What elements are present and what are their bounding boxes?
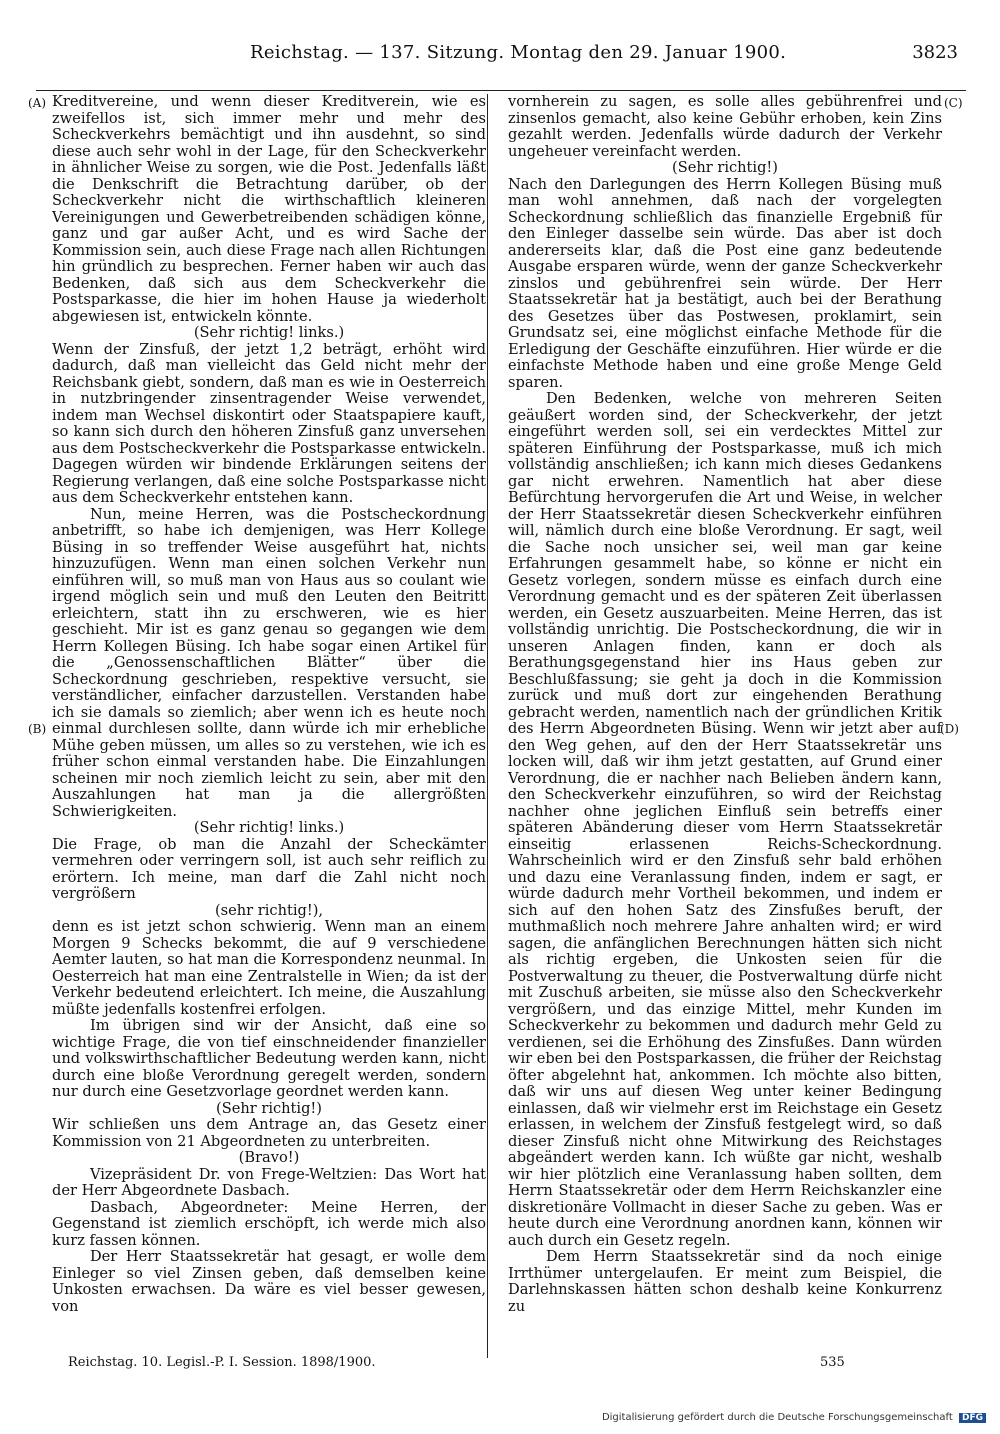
dfg-logo: DFG (959, 1413, 986, 1423)
interjection: (Sehr richtig!) (672, 159, 778, 176)
margin-mark-d: (D) (940, 722, 959, 736)
right-column (508, 94, 942, 1315)
paragraph: Der Herr Staatssekretär hat gesagt, er wolle dem Einleger so viel Zinsen geben, daß demselben keine Unkosten erwachsen. Da wäre es viel besser gewesen, von (52, 1248, 486, 1315)
footer-session: Reichstag. 10. Legisl.-P. I. Session. 1898/1900. (68, 1355, 376, 1370)
margin-mark-c: (C) (944, 96, 963, 110)
column-divider (487, 94, 488, 1358)
paragraph: Den Bedenken, welche von mehreren Seiten geäußert worden sind, der Scheckverkehr, der jetzt eingeführt werden soll, sei ein verdecktes Mittel zur späteren Einführung der Postsparkasse, muß ich mich vollständig anschließen; ich kann mich dieses Gedankens gar nicht erwehren. Namentlich hat aber diese Befürchtung hervorgerufen die Art und Weise, in welcher der Herr Staatssekretär diesen Scheckverkehr einführen will, nämlich durch eine bloße Verordnung. Er sagt, weil die Sache noch unsicher sei, weil man gar keine Erfahrungen gesammelt habe, so könne er nicht ein Gesetz vorlegen, sondern müsse es einfach durch eine Verordnung gemacht und es der späteren Zeit überlassen werden, ein Gesetz auszuarbeiten. Meine Herren, das ist vollständig unrichtig. Die Postscheckordnung, die wir in unseren Anlagen finden, kann er doch als Berathungsgegenstand hier ins Haus geben zur Beschlußfassung; sie geht ja doch in die Kommission zurück und muß dort zur eingehenden Berathung gebracht werden, namentlich nach der gründlichen Kritik des Herrn Abgeordneten Büsing. Wenn wir jetzt aber auf den Weg gehen, auf den der Herr Staatssekretär uns locken will, daß wir ihm jetzt gestatten, auf Grund einer Verordnung, die er nachher nach Belieben ändern kann, den Scheckverkehr einzuführen, so wird der Reichstag nachher ohne jeglichen Einfluß sein betreffs einer späteren Abänderung dieser vom Herrn Staatssekretär einseitig erlassenen Reichs-Scheckordnung. Wahrscheinlich wird er den Zinsfuß sehr bald erhöhen und dazu eine Veranlassung finden, indem er sagt, er würde dadurch mehr Vortheil bekommen, und indem er sich auf den hohen Satz des Zinsfußes beruft, der muthmaßlich noch mehrere Jahre anhalten wird; er wird sagen, die anfänglichen Berechnungen hätten sich nicht als richtig ergeben, die Unkosten seien für die Postverwaltung zu theuer, die Postverwaltung dürfe nicht mit Zuschuß arbeiten, sie müsse also den Scheckverkehr vergrößern, und das einzige Mittel, mehr Kunden im Scheckverkehr zu bekommen und dadurch mehr Geld zu verdienen, sei die Erhöhung des Zinsfußes. Dann würden wir eben bei den Postsparkassen, die früher der Reichstag öfter abgelehnt hat, ankommen. Ich möchte also bitten, daß wir uns auf diesen Weg unter keiner Bedingung einlassen, daß wir vielmehr erst im Reichstage ein Gesetz erlassen, in welchem der Zinsfuß festgelegt wird, so daß dieser Zinsfuß nicht ohne Mitwirkung des Reichstages abgeändert werden kann. Ich wüßte gar nicht, weshalb wir hier plötzlich eine Veranlassung haben sollten, dem Herrn Staatssekretär oder dem Herrn Reichskanzler eine diskretionäre Vollmacht in dieser Sache zu geben. Was er heute durch eine Verordnung anordnen kann, können wir auch durch ein Gesetz regeln. (508, 390, 943, 1249)
paragraph: Wir schließen uns dem Antrage an, das Gesetz einer Kommission von 21 Abgeordneten zu unterbreiten. (52, 1116, 486, 1150)
page-number: 3823 (912, 42, 958, 63)
paragraph: Kreditvereine, und wenn dieser Kreditverein, wie es zweifellos ist, sich immer mehr und mehr des Scheckverkehrs bemächtigt und ihn ausdehnt, so sind diese auch sehr wohl in der Lage, für den Scheckverkehr in ähnlicher Weise zu sorgen, wie die Post. Jedenfalls läßt die Denkschrift die Betrachtung darüber, ob der Scheckverkehr nicht die wirthschaftlich kleineren Vereinigungen und Gewerbetreibenden schädigen könne, ganz und gar außer Acht, und es wird Sache der Kommission sein, auch diese Frage nach allen Richtungen hin gründlich zu besprechen. Ferner haben wir auch das Bedenken, daß sich aus dem Scheckverkehr die Postsparkasse, die hier im hohen Hause ja wiederholt abgewiesen ist, entwickeln könnte. (52, 93, 486, 325)
paragraph: Nach den Darlegungen des Herrn Kollegen Büsing muß man wohl annehmen, daß nach der vorgelegten Scheckordnung schließlich das finanzielle Ergebniß für den Einleger dasselbe sein würde. Das aber ist doch andererseits klar, daß die Post eine ganz bedeutende Ausgabe ersparen würde, wenn der ganze Scheckverkehr zinslos und gebührenfrei sein würde. Der Herr Staatssekretär hat ja bestätigt, auch bei der Berathung des Gesetzes über das Postwesen, proklamirt, sein Grundsatz sei, eine möglichst einfache Methode für die Erledigung der Geschäfte einzuführen. Hier würde er die einfachste Methode haben und eine große Menge Geld sparen. (508, 175, 942, 391)
paragraph: Dem Herrn Staatssekretär sind da noch einige Irrthümer untergelaufen. Er meint zum Beispiel, die Darlehnskassen hätten schon deshalb keine Konkurrenz zu (508, 1248, 942, 1315)
paragraph: vornherein zu sagen, es solle alles gebührenfrei und zinsenlos gemacht, also keine Gebühr erhoben, kein Zins gezahlt werden. Jedenfalls würde dadurch der Verkehr ungeheuer vereinfacht werden. (508, 93, 942, 160)
interjection: (Sehr richtig!) (216, 1099, 322, 1117)
interjection: (Sehr richtig! links.) (193, 324, 345, 341)
header-rule (36, 90, 966, 91)
dfg-credit (602, 1412, 986, 1423)
paragraph: Im übrigen sind wir der Ansicht, daß eine so wichtige Frage, die von tief einschneidender finanzieller und volkswirthschaftlicher Bedeutung werden kann, nicht durch eine bloße Verordnung geregelt werden, sondern nur durch eine Gesetzvorlage geordnet werden kann. (52, 1017, 486, 1100)
margin-mark-b: (B) (28, 722, 47, 736)
page-header (0, 38, 1000, 68)
interjection: (Bravo!) (238, 1149, 300, 1166)
interjection: (sehr richtig!), (214, 901, 324, 919)
footer-sheet-number: 535 (820, 1355, 845, 1370)
paragraph: Nun, meine Herren, was die Postscheckordnung anbetrifft, so habe ich demjenigen, was Herr Kollege Büsing in so treffender Weise ausgeführt hat, nichts hinzuzufügen. Wenn man einen solchen Verkehr nun einführen will, so muß man von Haus aus so coulant wie irgend möglich sein und muß den Leuten den Beitritt erleichtern, statt ihn zu erschweren, wie es hier geschieht. Mir ist es ganz genau so gegangen wie dem Herrn Kollegen Büsing. Ich habe sogar einen Artikel für die „Genossenschaftlichen Blätter“ über die Scheckordnung geschrieben, respektive versucht, sie verständlicher, einfacher darzustellen. Verstanden habe ich sie damals so ziemlich; aber wenn ich es heute noch einmal durchlesen sollte, dann würde ich mir erhebliche Mühe geben müssen, um alles so zu verstehen, wie ich es früher schon einmal verstanden habe. Die Einzahlungen scheinen mir noch ziemlich leicht zu sein, aber mit den Auszahlungen hat man ja die allergrößten Schwierigkeiten. (52, 505, 486, 820)
running-title: Reichstag. — 137. Sitzung. Montag den 29. Januar 1900. (250, 42, 787, 63)
interjection: (Sehr richtig! links.) (193, 819, 345, 836)
paragraph: Dasbach, Abgeordneter: Meine Herren, der Gegenstand ist ziemlich erschöpft, ich werde mich also kurz fassen können. (52, 1198, 486, 1249)
margin-mark-a: (A) (28, 96, 47, 110)
left-column (52, 94, 486, 1315)
paragraph: denn es ist jetzt schon schwierig. Wenn man an einem Morgen 9 Schecks bekommt, die auf 9 verschiedene Aemter lauten, so hat man die Korrespondenz neunmal. In Oesterreich hat man eine Zentralstelle in Wien; da ist der Verkehr bedeutend erleichtert. Ich meine, die Auszahlung müßte jedenfalls kostenfrei erfolgen. (52, 918, 486, 1018)
paragraph: Die Frage, ob man die Anzahl der Scheckämter vermehren oder verringern soll, ist auch sehr reiflich zu erörtern. Ich meine, man darf die Zahl nicht noch vergrößern (52, 835, 486, 902)
paragraph: Vizepräsident Dr. von Frege-Weltzien: Das Wort hat der Herr Abgeordnete Dasbach. (52, 1165, 486, 1199)
dfg-credit-text: Digitalisierung gefördert durch die Deutsche Forschungsgemeinschaft (601, 1412, 953, 1423)
paragraph: Wenn der Zinsfuß, der jetzt 1,2 beträgt, erhöht wird dadurch, daß man vielleicht das Geld nicht mehr der Reichsbank giebt, sondern, daß man es wie in Oesterreich in nutzbringender zinsentragender Weise verwendet, indem man Wechsel diskontirt oder Staatspapiere kauft, so kann sich durch den höheren Zinsfuß ganz unversehen aus dem Postscheckverkehr die Postsparkasse entwickeln. Dagegen würden wir bindende Erklärungen seitens der Regierung verlangen, daß eine solche Postsparkasse nicht aus dem Scheckverkehr entstehen kann. (52, 340, 486, 506)
